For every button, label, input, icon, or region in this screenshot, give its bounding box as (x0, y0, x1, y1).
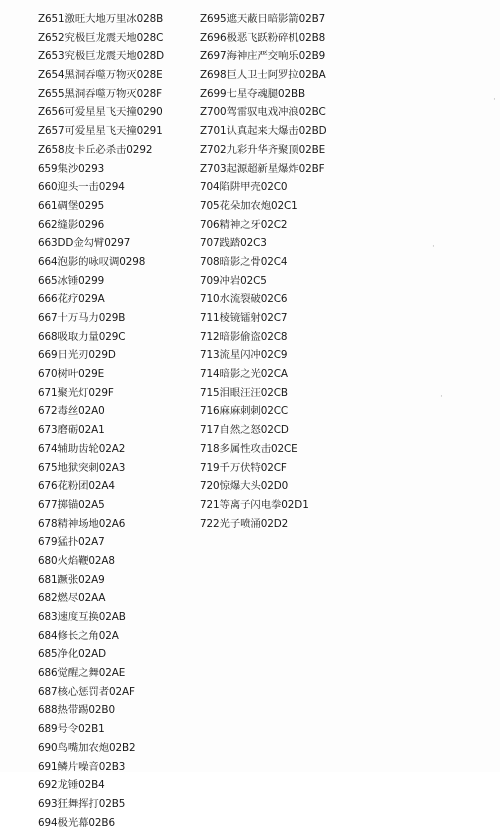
scan-speck: · (440, 392, 443, 402)
move-entry: 707践踏02C3 (200, 237, 267, 250)
move-entry: Z652究极巨龙震天地028C (38, 31, 164, 44)
move-entry: 717自然之怒02CD (200, 424, 289, 437)
move-entry: 670树叶029E (38, 368, 105, 381)
move-entry: 677掷锚02A5 (38, 498, 105, 511)
move-entry: Z698巨人卫士阿罗拉02BA (200, 69, 326, 82)
move-entry: 662缝影0296 (38, 218, 105, 231)
move-entry: 678精神场地02A6 (38, 517, 126, 530)
move-entry: 681蹶张02A9 (38, 573, 105, 586)
left-move-list (38, 10, 198, 832)
move-entry: 715泪眼汪汪02CB (200, 386, 288, 399)
move-entry: Z651激旺大地万里冰028B (38, 13, 164, 25)
right-move-list (200, 10, 370, 533)
scan-speck: · (493, 95, 496, 105)
move-entry: 668吸取力量029C (38, 330, 126, 343)
move-entry: Z654黑洞吞噬万物灭028E (38, 69, 163, 82)
move-entry: 719千万伏特02CF (200, 461, 287, 474)
move-entry: 663DD金勾臂0297 (38, 237, 131, 250)
move-entry: Z695遮天蔽日暗影箭02B7 (200, 13, 326, 25)
move-entry: 706精神之牙02C2 (200, 218, 288, 231)
move-entry: 689号令02B1 (38, 723, 105, 736)
move-entry: 669日光刃029D (38, 349, 116, 362)
move-entry: 713流星闪冲02C9 (200, 349, 288, 362)
move-entry: Z700驾雷驭电戏冲浪02BC (200, 106, 326, 119)
move-entry: 659集沙0293 (38, 162, 105, 175)
move-entry: 691鳞片噪音02B3 (38, 760, 126, 773)
move-entry: Z702九彩升华齐聚顶02BE (200, 143, 326, 156)
move-entry: 718多属性攻击02CE (200, 442, 298, 455)
move-entry: 694极光幕02B6 (38, 816, 115, 829)
move-entry: 660迎头一击0294 (38, 181, 125, 194)
move-entry: 666花疗029A (38, 293, 105, 306)
move-entry: Z657可爱星星飞天撞0291 (38, 125, 163, 138)
move-entry: 709冲岩02C5 (200, 274, 267, 287)
move-entry: 690鸟嘴加农炮02B2 (38, 741, 136, 754)
move-entry: 683速度互换02AB (38, 611, 126, 623)
move-entry: 685净化02AD (38, 648, 107, 661)
move-entry: 710水流裂破02C6 (200, 293, 288, 306)
move-entry: 722光子喷涌02D2 (200, 517, 289, 530)
scan-speck: · (432, 242, 435, 252)
move-entry: 673磨砺02A1 (38, 424, 105, 437)
move-entry: 676花粉团02A4 (38, 480, 115, 493)
move-entry: 667十万马力029B (38, 312, 126, 324)
move-entry: 692龙锤02B4 (38, 779, 105, 792)
move-entry: 708暗影之骨02C4 (200, 255, 288, 268)
move-entry: 682燃尽02AA (38, 592, 106, 605)
move-entry: 680火焰鞭02A8 (38, 554, 115, 567)
move-entry: 687核心惩罚者02AF (38, 685, 135, 698)
move-entry: 684修长之角02A (38, 629, 119, 642)
move-entry: Z697海神庄严交响乐02B9 (200, 50, 326, 63)
move-entry: Z703起源超新星爆炸02BF (200, 162, 325, 175)
move-entry: 672毒丝02A0 (38, 405, 105, 418)
move-entry: Z699七星夺魂腿02BB (200, 87, 306, 100)
move-entry: 716麻麻刺刺02CC (200, 405, 289, 418)
move-entry: Z653究极巨龙震天地028D (38, 50, 165, 63)
move-entry: 661碉堡0295 (38, 199, 105, 212)
move-entry: 675地狱突刺02A3 (38, 461, 126, 474)
move-entry: 693狂舞挥打02B5 (38, 797, 126, 810)
move-entry: Z658皮卡丘必杀击0292 (38, 143, 153, 156)
move-entry: 705花朵加农炮02C1 (200, 199, 298, 212)
move-entry: Z656可爱星星飞天撞0290 (38, 106, 163, 119)
move-entry: 686觉醒之舞02AE (38, 667, 126, 680)
move-entry: 711棱镜镭射02C7 (200, 312, 288, 324)
move-entry: 704陷阱甲壳02C0 (200, 181, 288, 194)
move-entry: 671聚光灯029F (38, 386, 114, 399)
move-entry: 714暗影之光02CA (200, 368, 288, 381)
move-entry: 679猛扑02A7 (38, 536, 105, 549)
move-entry: 674辅助齿轮02A2 (38, 442, 126, 455)
move-entry: 665冰锤0299 (38, 274, 105, 287)
move-entry: 712暗影偷盗02C8 (200, 330, 288, 343)
move-entry: 721等离子闪电拳02D1 (200, 498, 309, 511)
move-entry: Z655黑洞吞噬万物灭028F (38, 87, 162, 100)
move-entry: 720惊爆大头02D0 (200, 480, 289, 493)
move-entry: Z696极恶飞跃粉碎机02B8 (200, 31, 326, 44)
move-entry: 688热带踢02B0 (38, 704, 115, 717)
move-entry: Z701认真起来大爆击02BD (200, 125, 327, 138)
move-entry: 664泡影的咏叹调0298 (38, 255, 146, 268)
